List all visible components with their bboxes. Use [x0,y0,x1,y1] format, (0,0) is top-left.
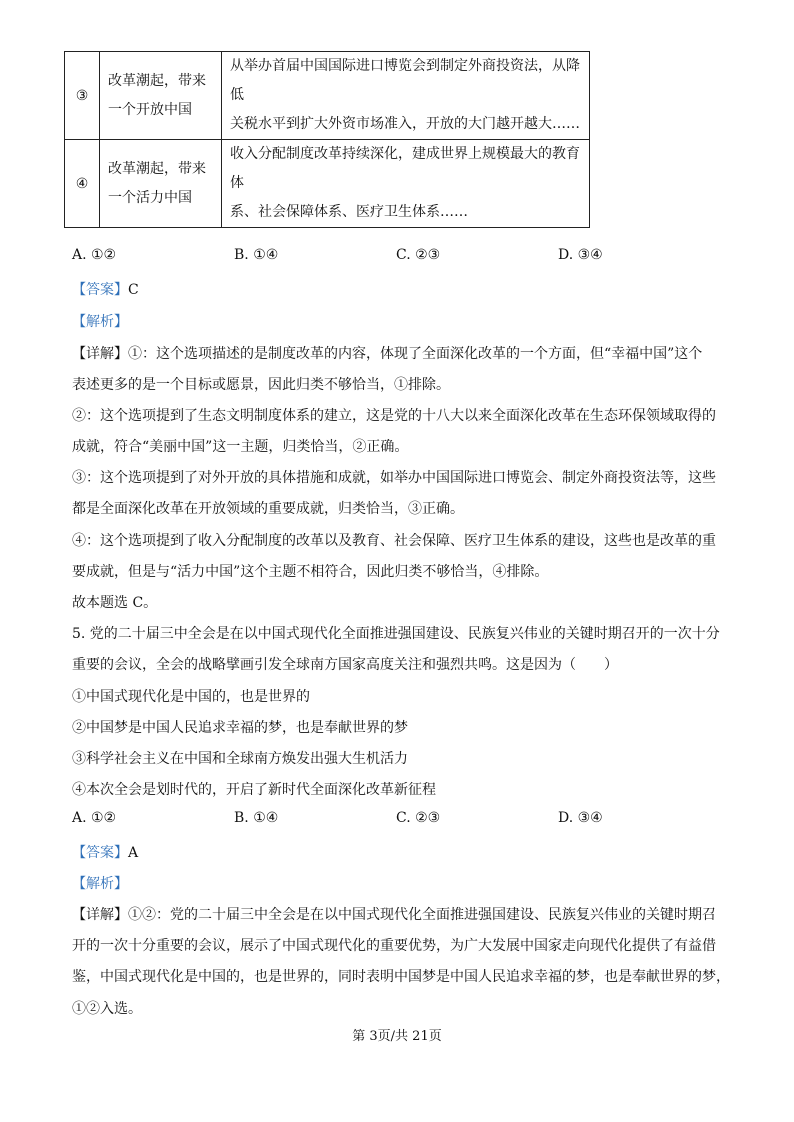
table-row [65,140,590,228]
q5-answer [72,842,138,862]
q4-detail-line: 【详解】①：这个选项描述的是制度改革的内容，体现了全面深化改革的一个方面，但“幸福中国”这个 [72,346,703,362]
q5-detail-line: 【详解】①②：党的二十届三中全会是在以中国式现代化全面推进强国建设、民族复兴伟业的关键时期召 [72,907,716,923]
q5-detail-line: 开的一次十分重要的会议，展示了中国式现代化的重要优势，为广大发展中国家走向现代化提供了有益借 [72,938,716,954]
q4-detail-line: 都是全面深化改革在开放领域的重要成就，归类恰当，③正确。 [72,501,464,517]
row-detail: 收入分配制度改革持续深化，建成世界上规模最大的教育体 系、社会保障体系、医疗卫生体系…… [222,140,590,228]
row-theme: 改革潮起，带来 一个开放中国 [100,52,222,140]
q4-detail-line: ③：这个选项提到了对外开放的具体措施和成就，如举办中国国际进口博览会、制定外商投资法等，这些 [72,470,716,486]
detail-label: 【详解】 [72,346,128,362]
choice-a: A. ①② [72,810,117,826]
q4-detail-line: 表述更多的是一个目标或愿景，因此归类不够恰当，①排除。 [72,377,450,393]
choice-c: C. ②③ [396,247,441,263]
row-number: ③ [65,52,100,140]
answer-label: 【答案】 [72,282,128,298]
answer-label: 【答案】 [72,845,128,861]
choice-b: B. ①④ [234,247,279,263]
q4-detail-line: ④：这个选项提到了收入分配制度的改革以及教育、社会保障、医疗卫生体系的建设，这些也是改革的重 [72,533,716,549]
choice-d: D. ③④ [558,810,603,826]
choice-d: D. ③④ [558,247,603,263]
detail-label: 【详解】 [72,907,128,923]
answer-value: C [128,282,139,298]
q5-statement: ①中国式现代化是中国的，也是世界的 [72,689,310,705]
answer-value: A [128,845,139,861]
q5-statement: ③科学社会主义在中国和全球南方焕发出强大生机活力 [72,751,408,767]
q5-statement: ②中国梦是中国人民追求幸福的梦，也是奉献世界的梦 [72,720,408,736]
q4-detail-line: 成就，符合“美丽中国”这一主题，归类恰当，②正确。 [72,439,409,455]
q4-detail-line: ②：这个选项提到了生态文明制度体系的建立，这是党的十八大以来全面深化改革在生态环保领域取得的 [72,408,716,424]
page-footer: 第 3页/共 21页 [352,1029,442,1044]
q5-detail-line: 鉴，中国式现代化是中国的，也是世界的，同时表明中国梦是中国人民追求幸福的梦，也是奉献世界的梦， [72,969,730,985]
choice-b: B. ①④ [234,810,279,826]
q5-stem-line: 5. 党的二十届三中全会是在以中国式现代化全面推进强国建设、民族复兴伟业的关键时期召开的一次十分 [72,626,720,642]
choice-c: C. ②③ [396,810,441,826]
q4-choices [72,247,632,267]
choice-a: A. ①② [72,247,117,263]
q5-choices [72,810,632,830]
q4-analysis-label: 【解析】 [72,314,128,330]
q5-stem-line: 重要的会议，全会的战略擘画引发全球南方国家高度关注和强烈共鸣。这是因为（ ） [72,657,618,673]
row-number: ④ [65,140,100,228]
q5-detail-line: ①②入选。 [72,1001,142,1017]
q5-analysis-label: 【解析】 [72,876,128,892]
q4-answer [72,279,139,299]
options-table [64,51,590,228]
q4-conclusion: 故本题选 C。 [72,595,158,611]
row-detail: 从举办首届中国国际进口博览会到制定外商投资法，从降低 关税水平到扩大外资市场准入，开放的大门越开越大…… [222,52,590,140]
row-theme: 改革潮起，带来 一个活力中国 [100,140,222,228]
q4-detail-line: 要成就，但是与“活力中国”这个主题不相符合，因此归类不够恰当，④排除。 [72,564,549,580]
table-row [65,52,590,140]
q5-statement: ④本次全会是划时代的，开启了新时代全面深化改革新征程 [72,782,436,798]
